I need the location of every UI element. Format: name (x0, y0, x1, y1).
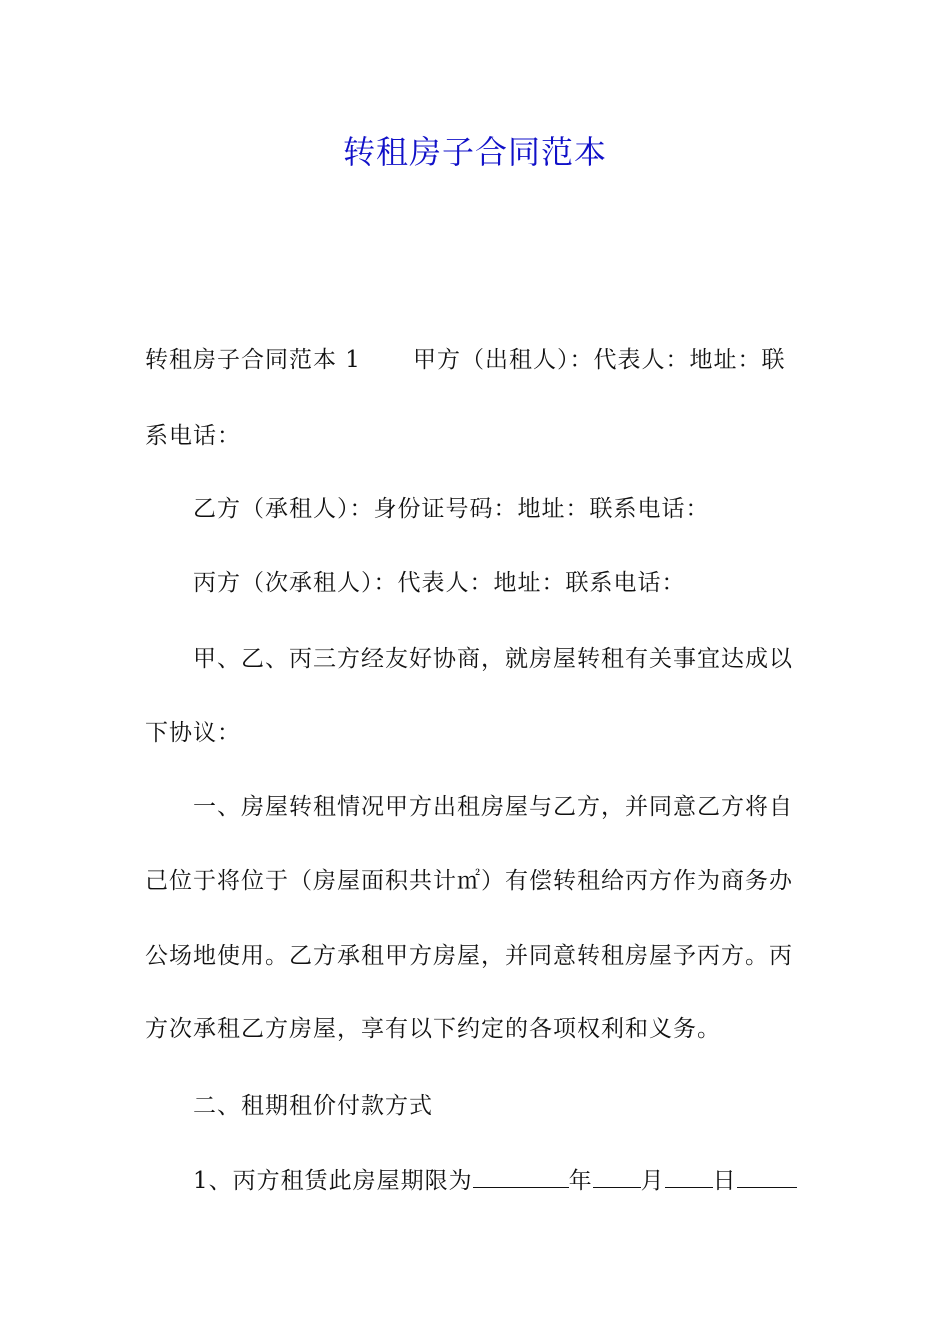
header-line-part1: 转租房子合同范本 1 (145, 347, 361, 373)
paragraph-line: 下协议： (145, 720, 241, 746)
paragraph-line: 己位于将位于（房屋面积共计㎡）有偿转租给丙方作为商务办 (145, 868, 793, 894)
paragraph-line: 系电话： (145, 423, 241, 449)
lease-term-line (193, 1164, 809, 1198)
paragraph-line: 一、房屋转租情况甲方出租房屋与乙方，并同意乙方将自 (193, 794, 793, 820)
year-label: 年 (568, 1168, 593, 1194)
paragraph-line: 公场地使用。乙方承租甲方房屋，并同意转租房屋予丙方。丙 (145, 943, 793, 969)
paragraph-line: 甲、乙、丙三方经友好协商，就房屋转租有关事宜达成以 (193, 646, 793, 672)
blank-field (593, 1165, 641, 1188)
paragraph-line: 乙方（承租人）：身份证号码：地址：联系电话： (193, 496, 710, 522)
paragraph-line: 丙方（次承租人）：代表人：地址：联系电话： (193, 570, 686, 596)
month-label: 月 (640, 1168, 665, 1194)
day-label: 日 (712, 1168, 737, 1194)
blank-field (473, 1165, 569, 1188)
section-heading: 二、租期租价付款方式 (193, 1093, 433, 1119)
lease-term-label: 1、丙方租赁此房屋期限为 (193, 1168, 473, 1194)
blank-field (737, 1165, 797, 1188)
header-line (145, 343, 809, 377)
blank-field (665, 1165, 713, 1188)
document-title: 转租房子合同范本 (342, 133, 607, 171)
paragraph-line: 方次承租乙方房屋，享有以下约定的各项权利和义务。 (145, 1016, 721, 1042)
header-line-part2: 甲方（出租人）：代表人：地址：联 (412, 347, 786, 373)
